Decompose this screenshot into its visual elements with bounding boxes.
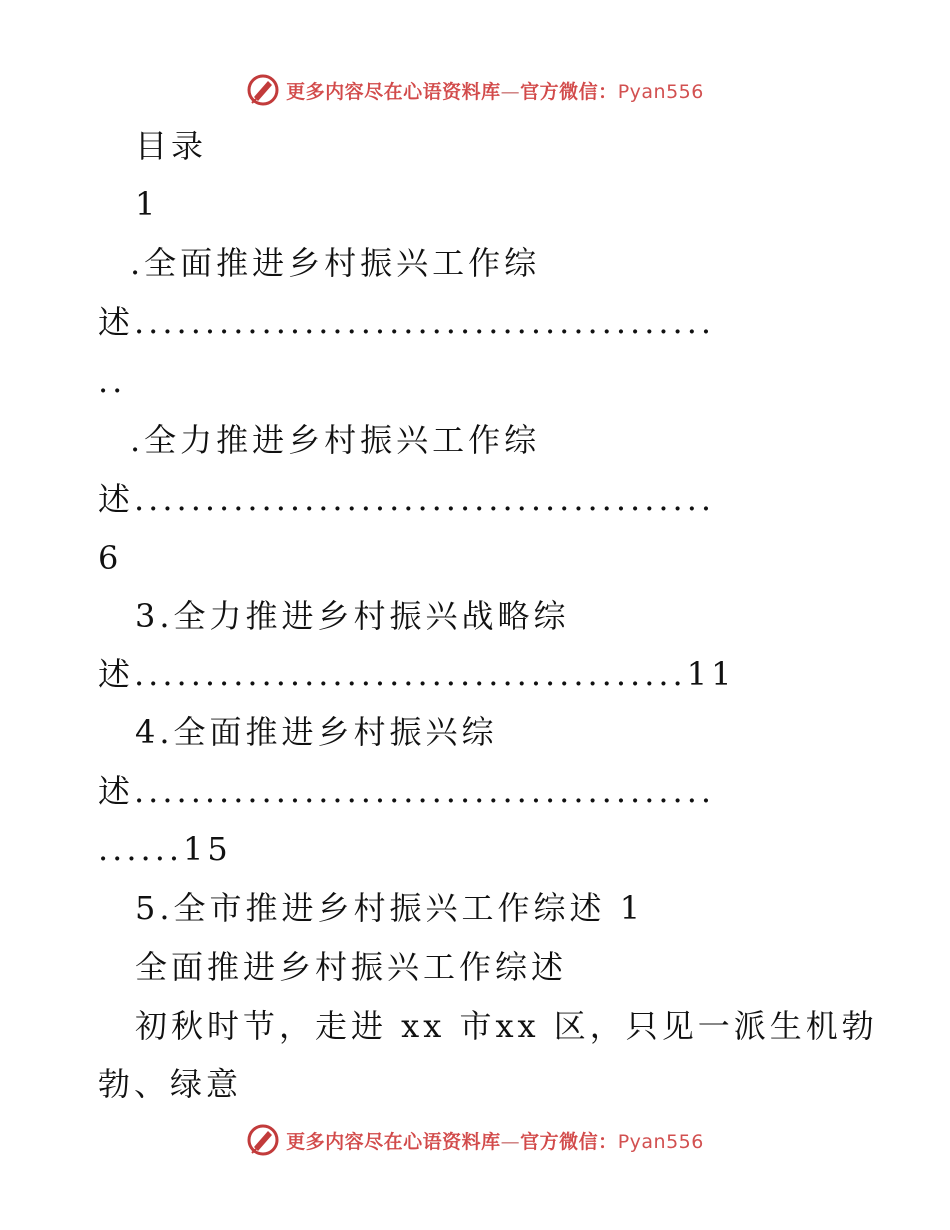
header-watermark: [0, 70, 950, 110]
toc-item-1-title: .全面推进乡村振兴工作综: [130, 244, 541, 282]
toc-item-3-title: 3.全力推进乡村振兴战略综: [135, 597, 570, 635]
pen-logo-icon: [246, 73, 280, 107]
toc-item-4-page: ......15: [98, 830, 232, 868]
watermark-text: 更多内容尽在心语资料库—官方微信：Pyan556: [286, 80, 704, 103]
body-paragraph-line-1: 初秋时节，走进 xx 市xx 区，只见一派生机勃: [135, 1007, 878, 1045]
body-paragraph-line-2: 勃、绿意: [98, 1065, 243, 1103]
toc-item-2-page: 6: [98, 539, 123, 577]
toc-page-number: 1: [135, 185, 160, 223]
pen-logo-icon: [246, 1123, 280, 1157]
toc-item-4-leader: 述.........................................: [98, 772, 716, 810]
body-heading: 全面推进乡村振兴工作综述: [135, 948, 568, 986]
toc-item-2-title: .全力推进乡村振兴工作综: [130, 421, 541, 459]
toc-item-2-leader: 述.........................................: [98, 480, 716, 518]
toc-item-4-title: 4.全面推进乡村振兴综: [135, 713, 498, 751]
toc-item-5-title: 5.全市推进乡村振兴工作综述 1: [135, 889, 645, 927]
toc-item-1-leader: 述.........................................: [98, 303, 716, 341]
footer-watermark: [0, 1120, 950, 1160]
toc-title: 目录: [135, 127, 208, 165]
toc-item-1-leader-cont: ..: [98, 362, 127, 400]
toc-item-3-leader: 述.......................................11: [98, 655, 736, 693]
watermark-text: 更多内容尽在心语资料库—官方微信：Pyan556: [286, 1130, 704, 1153]
